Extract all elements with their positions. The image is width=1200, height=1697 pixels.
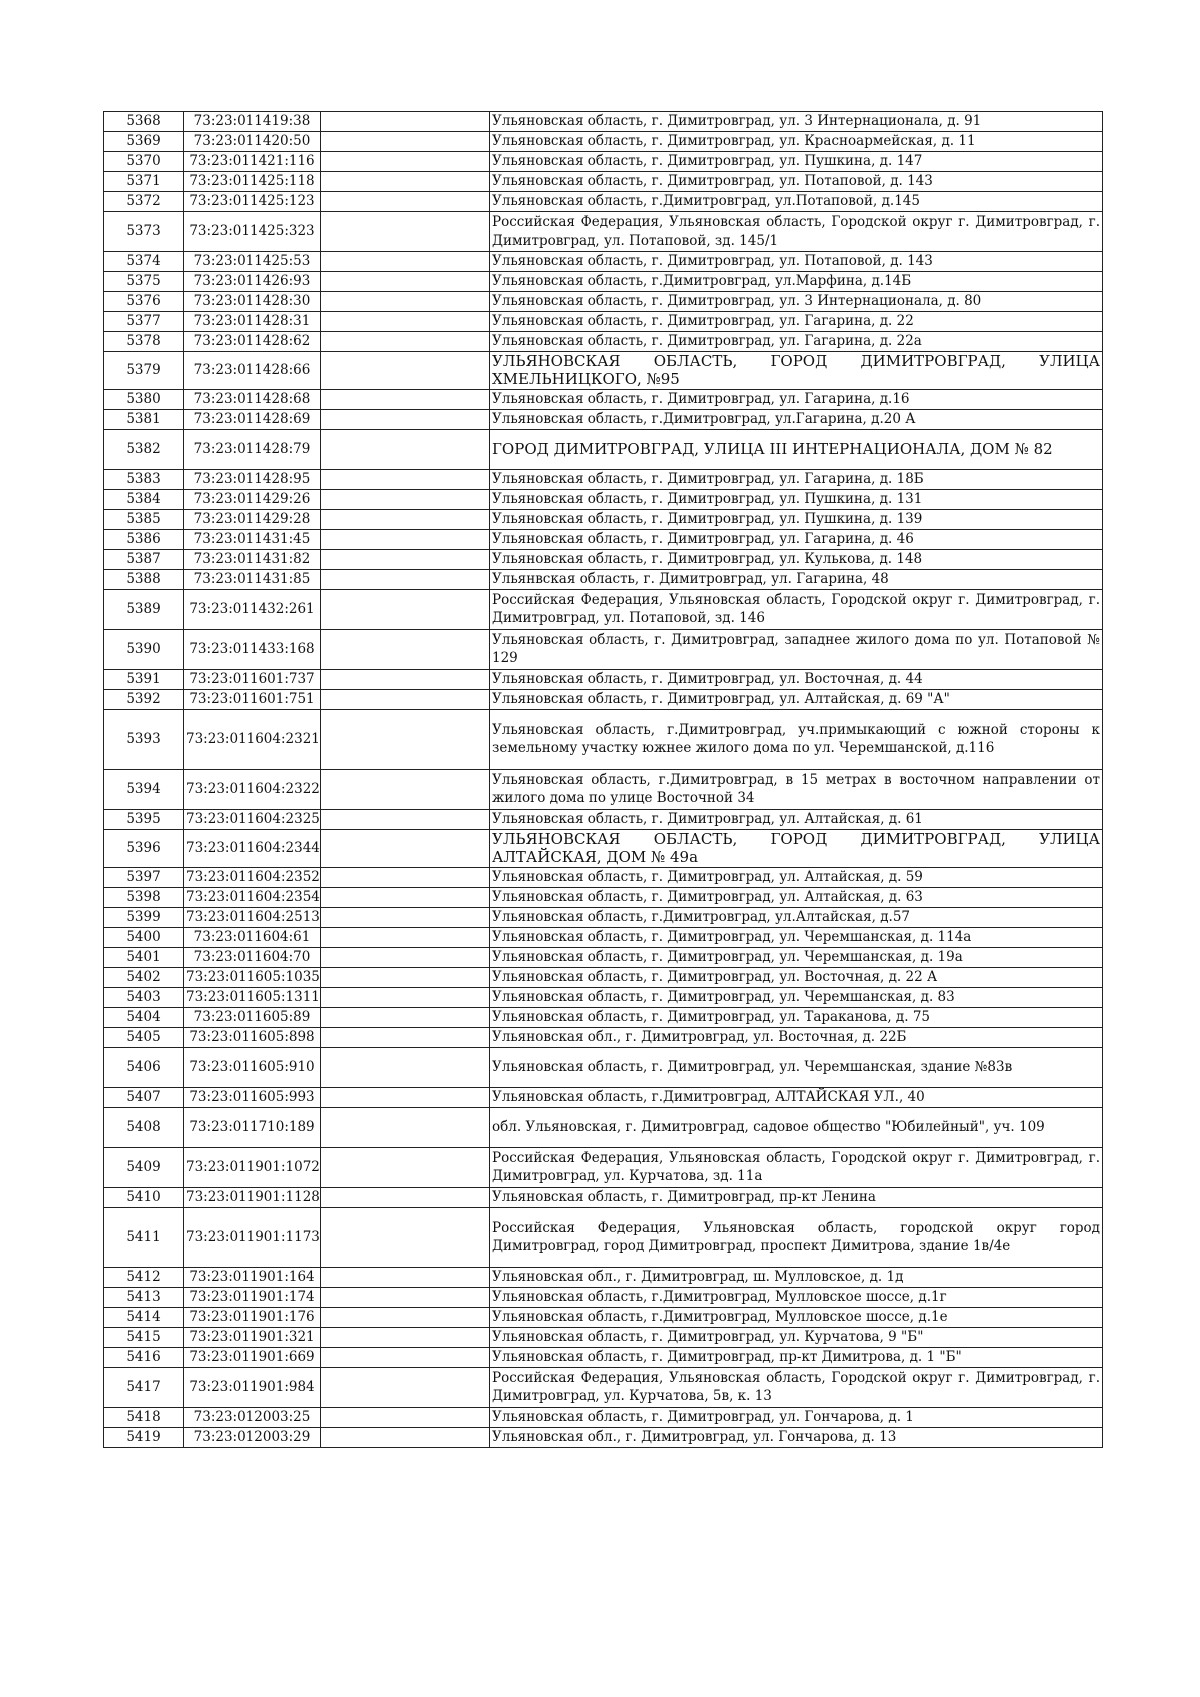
row-number-cell: 5393 (104, 709, 184, 769)
empty-cell (321, 1187, 490, 1207)
row-number-cell: 5386 (104, 529, 184, 549)
table-row (104, 887, 1103, 907)
table-row (104, 352, 1103, 390)
empty-cell (321, 689, 490, 709)
row-number-cell: 5392 (104, 689, 184, 709)
cadastral-number-cell: 73:23:011428:31 (184, 312, 321, 332)
row-number-cell: 5370 (104, 152, 184, 172)
cadastral-number-cell: 73:23:011428:30 (184, 292, 321, 312)
empty-cell (321, 1007, 490, 1027)
address-cell: Ульяновская область, г. Димитровград, ул. Кулькова, д. 148 (490, 549, 1103, 569)
empty-cell (321, 332, 490, 352)
address-cell: Ульяновская область, г.Димитровград, Мулловское шоссе, д.1е (490, 1307, 1103, 1327)
row-number-cell: 5410 (104, 1187, 184, 1207)
address-cell: Ульяновская область, г. Димитровград, ул. Красноармейская, д. 11 (490, 132, 1103, 152)
table-row (104, 867, 1103, 887)
address-cell: Российская Федерация, Ульяновская область, городской округ город Димитровград, город Димитровград, проспект Димитрова, здание 1в/4е (490, 1207, 1103, 1267)
cadastral-number-cell: 73:23:011428:79 (184, 429, 321, 469)
address-cell: Ульяновская область, г. Димитровград, ул. Черемшанская, д. 83 (490, 987, 1103, 1007)
empty-cell (321, 769, 490, 809)
row-number-cell: 5396 (104, 829, 184, 867)
table-row (104, 669, 1103, 689)
address-cell: Ульяновская область, г. Димитровград, ул. Восточная, д. 44 (490, 669, 1103, 689)
empty-cell (321, 352, 490, 390)
cadastral-number-cell: 73:23:011604:2321 (184, 709, 321, 769)
empty-cell (321, 987, 490, 1007)
row-number-cell: 5376 (104, 292, 184, 312)
cadastral-number-cell: 73:23:011605:1311 (184, 987, 321, 1007)
cadastral-number-cell: 73:23:012003:29 (184, 1427, 321, 1447)
cadastral-number-cell: 73:23:011605:910 (184, 1047, 321, 1087)
cadastral-number-cell: 73:23:011428:69 (184, 409, 321, 429)
row-number-cell: 5372 (104, 192, 184, 212)
empty-cell (321, 312, 490, 332)
address-cell: УЛЬЯНОВСКАЯ ОБЛАСТЬ, ГОРОД ДИМИТРОВГРАД, УЛИЦА АЛТАЙСКАЯ, ДОМ № 49а (490, 829, 1103, 867)
empty-cell (321, 1287, 490, 1307)
cadastral-number-cell: 73:23:011420:50 (184, 132, 321, 152)
empty-cell (321, 947, 490, 967)
row-number-cell: 5407 (104, 1087, 184, 1107)
table-row (104, 629, 1103, 669)
table-row (104, 509, 1103, 529)
empty-cell (321, 292, 490, 312)
table-row (104, 529, 1103, 549)
empty-cell (321, 907, 490, 927)
row-number-cell: 5375 (104, 272, 184, 292)
address-cell: Ульяновская область, г. Димитровград, ул. Гагарина, д. 22 (490, 312, 1103, 332)
row-number-cell: 5379 (104, 352, 184, 390)
address-cell: Ульяновская область, г.Димитровград, ул.Гагарина, д.20 А (490, 409, 1103, 429)
empty-cell (321, 1347, 490, 1367)
row-number-cell: 5384 (104, 489, 184, 509)
address-cell: ГОРОД ДИМИТРОВГРАД, УЛИЦА III ИНТЕРНАЦИОНАЛА, ДОМ № 82 (490, 429, 1103, 469)
row-number-cell: 5369 (104, 132, 184, 152)
table-row (104, 689, 1103, 709)
address-cell: Ульяновская обл., г. Димитровград, ул. Гончарова, д. 13 (490, 1427, 1103, 1447)
table-row (104, 172, 1103, 192)
table-row (104, 469, 1103, 489)
cadastral-number-cell: 73:23:011604:70 (184, 947, 321, 967)
address-cell: Ульяновская область, г. Димитровград, ул. Потаповой, д. 143 (490, 252, 1103, 272)
empty-cell (321, 1027, 490, 1047)
table-row (104, 212, 1103, 252)
empty-cell (321, 272, 490, 292)
cadastral-number-cell: 73:23:011901:176 (184, 1307, 321, 1327)
row-number-cell: 5413 (104, 1287, 184, 1307)
cadastral-number-cell: 73:23:011601:737 (184, 669, 321, 689)
row-number-cell: 5399 (104, 907, 184, 927)
cadastral-number-cell: 73:23:011710:189 (184, 1107, 321, 1147)
empty-cell (321, 489, 490, 509)
table-row (104, 332, 1103, 352)
table-row (104, 152, 1103, 172)
cadastral-number-cell: 73:23:011432:261 (184, 589, 321, 629)
empty-cell (321, 509, 490, 529)
table-row (104, 312, 1103, 332)
address-cell: Ульянвская область, г. Димитровград, ул. Гагарина, 48 (490, 569, 1103, 589)
cadastral-number-cell: 73:23:011425:118 (184, 172, 321, 192)
cadastral-number-cell: 73:23:012003:25 (184, 1407, 321, 1427)
row-number-cell: 5368 (104, 112, 184, 132)
table-row (104, 829, 1103, 867)
row-number-cell: 5401 (104, 947, 184, 967)
row-number-cell: 5381 (104, 409, 184, 429)
cadastral-number-cell: 73:23:011431:45 (184, 529, 321, 549)
empty-cell (321, 529, 490, 549)
cadastral-number-cell: 73:23:011901:1072 (184, 1147, 321, 1187)
empty-cell (321, 1367, 490, 1407)
address-cell: Ульяновская область, г. Димитровград, ул. Гагарина, д. 18Б (490, 469, 1103, 489)
empty-cell (321, 669, 490, 689)
address-cell: Российская Федерация, Ульяновская область, Городской округ г. Димитровград, г. Димитровград, ул. Курчатова, 5в, к. 13 (490, 1367, 1103, 1407)
address-cell: Ульяновская область, г.Димитровград, ул.Марфина, д.14Б (490, 272, 1103, 292)
address-cell: Ульяновская область, г.Димитровград, в 15 метрах в восточном направлении от жилого дома по улице Восточной 34 (490, 769, 1103, 809)
table-row (104, 272, 1103, 292)
cadastral-number-cell: 73:23:011428:62 (184, 332, 321, 352)
table-row (104, 1307, 1103, 1327)
cadastral-number-cell: 73:23:011428:95 (184, 469, 321, 489)
table-row (104, 1107, 1103, 1147)
table-row (104, 1147, 1103, 1187)
cadastral-number-cell: 73:23:011421:116 (184, 152, 321, 172)
row-number-cell: 5371 (104, 172, 184, 192)
row-number-cell: 5408 (104, 1107, 184, 1147)
table-row (104, 809, 1103, 829)
cadastral-number-cell: 73:23:011605:993 (184, 1087, 321, 1107)
address-cell: Ульяновская область, г. Димитровград, ул. Гагарина, д.16 (490, 389, 1103, 409)
empty-cell (321, 252, 490, 272)
cadastral-number-cell: 73:23:011604:61 (184, 927, 321, 947)
address-cell: Ульяновская область, г. Димитровград, пр-кт Ленина (490, 1187, 1103, 1207)
empty-cell (321, 1267, 490, 1287)
table-row (104, 1207, 1103, 1267)
row-number-cell: 5418 (104, 1407, 184, 1427)
table-row (104, 927, 1103, 947)
table-row (104, 1327, 1103, 1347)
empty-cell (321, 1047, 490, 1087)
address-cell: Ульяновская область, г.Димитровград, Мулловское шоссе, д.1г (490, 1287, 1103, 1307)
row-number-cell: 5390 (104, 629, 184, 669)
address-cell: Ульяновская область, г. Димитровград, ул. Гагарина, д. 22а (490, 332, 1103, 352)
registry-table (103, 111, 1103, 1448)
cadastral-number-cell: 73:23:011604:2322 (184, 769, 321, 809)
address-cell: Ульяновская область, г. Димитровград, пр-кт Димитрова, д. 1 "Б" (490, 1347, 1103, 1367)
row-number-cell: 5415 (104, 1327, 184, 1347)
table-row (104, 1287, 1103, 1307)
address-cell: Ульяновская область, г. Димитровград, ул. Черемшанская, д. 19а (490, 947, 1103, 967)
empty-cell (321, 152, 490, 172)
cadastral-number-cell: 73:23:011901:164 (184, 1267, 321, 1287)
row-number-cell: 5412 (104, 1267, 184, 1287)
cadastral-number-cell: 73:23:011605:89 (184, 1007, 321, 1027)
cadastral-number-cell: 73:23:011429:26 (184, 489, 321, 509)
address-cell: обл. Ульяновская, г. Димитровград, садовое общество "Юбилейный", уч. 109 (490, 1107, 1103, 1147)
row-number-cell: 5385 (104, 509, 184, 529)
table-row (104, 1187, 1103, 1207)
table-row (104, 709, 1103, 769)
cadastral-number-cell: 73:23:011425:123 (184, 192, 321, 212)
address-cell: Ульяновская область, г. Димитровград, ул. Черемшанская, д. 114а (490, 927, 1103, 947)
address-cell: Ульяновская область, г. Димитровград, ул. Алтайская, д. 59 (490, 867, 1103, 887)
address-cell: Ульяновская область, г. Димитровград, ул. Черемшанская, здание №83в (490, 1047, 1103, 1087)
empty-cell (321, 409, 490, 429)
row-number-cell: 5389 (104, 589, 184, 629)
table-row (104, 1027, 1103, 1047)
empty-cell (321, 549, 490, 569)
row-number-cell: 5403 (104, 987, 184, 1007)
empty-cell (321, 429, 490, 469)
table-row (104, 1007, 1103, 1027)
table-row (104, 112, 1103, 132)
cadastral-number-cell: 73:23:011901:1128 (184, 1187, 321, 1207)
cadastral-number-cell: 73:23:011604:2354 (184, 887, 321, 907)
table-row (104, 1367, 1103, 1407)
cadastral-number-cell: 73:23:011901:1173 (184, 1207, 321, 1267)
table-row (104, 947, 1103, 967)
table-row (104, 569, 1103, 589)
row-number-cell: 5404 (104, 1007, 184, 1027)
cadastral-number-cell: 73:23:011429:28 (184, 509, 321, 529)
address-cell: Ульяновская область, г. Димитровград, ул. Алтайская, д. 61 (490, 809, 1103, 829)
empty-cell (321, 1107, 490, 1147)
empty-cell (321, 172, 490, 192)
row-number-cell: 5406 (104, 1047, 184, 1087)
table-row (104, 409, 1103, 429)
address-cell: Ульяновская область, г.Димитровград, АЛТАЙСКАЯ УЛ., 40 (490, 1087, 1103, 1107)
cadastral-number-cell: 73:23:011901:984 (184, 1367, 321, 1407)
cadastral-number-cell: 73:23:011605:1035 (184, 967, 321, 987)
address-cell: Ульяновская область, г. Димитровград, ул. Гагарина, д. 46 (490, 529, 1103, 549)
row-number-cell: 5383 (104, 469, 184, 489)
cadastral-number-cell: 73:23:011604:2325 (184, 809, 321, 829)
cadastral-number-cell: 73:23:011425:53 (184, 252, 321, 272)
cadastral-number-cell: 73:23:011428:66 (184, 352, 321, 390)
empty-cell (321, 1147, 490, 1187)
address-cell: Ульяновская область, г. Димитровград, ул. Потаповой, д. 143 (490, 172, 1103, 192)
address-cell: Российская Федерация, Ульяновская область, Городской округ г. Димитровград, г. Димитровград, ул. Курчатова, зд. 11а (490, 1147, 1103, 1187)
row-number-cell: 5374 (104, 252, 184, 272)
table-row (104, 967, 1103, 987)
empty-cell (321, 809, 490, 829)
cadastral-number-cell: 73:23:011428:68 (184, 389, 321, 409)
address-cell: Российская Федерация, Ульяновская область, Городской округ г. Димитровград, г. Димитровград, ул. Потаповой, зд. 145/1 (490, 212, 1103, 252)
row-number-cell: 5402 (104, 967, 184, 987)
table-row (104, 1087, 1103, 1107)
row-number-cell: 5394 (104, 769, 184, 809)
empty-cell (321, 867, 490, 887)
empty-cell (321, 1427, 490, 1447)
table-row (104, 769, 1103, 809)
row-number-cell: 5417 (104, 1367, 184, 1407)
address-cell: Ульяновская область, г.Димитровград, уч.примыкающий с южной стороны к земельному участку южнее жилого дома по ул. Черемшанской, д.116 (490, 709, 1103, 769)
table-row (104, 1267, 1103, 1287)
address-cell: УЛЬЯНОВСКАЯ ОБЛАСТЬ, ГОРОД ДИМИТРОВГРАД, УЛИЦА ХМЕЛЬНИЦКОГО, №95 (490, 352, 1103, 390)
address-cell: Ульяновская обл., г. Димитровград, ул. Восточная, д. 22Б (490, 1027, 1103, 1047)
address-cell: Ульяновская область, г.Димитровград, ул.Потаповой, д.145 (490, 192, 1103, 212)
address-cell: Ульяновская область, г. Димитровград, ул. Пушкина, д. 139 (490, 509, 1103, 529)
table-row (104, 549, 1103, 569)
table-row (104, 192, 1103, 212)
cadastral-number-cell: 73:23:011605:898 (184, 1027, 321, 1047)
empty-cell (321, 112, 490, 132)
address-cell: Ульяновская область, г. Димитровград, ул. Алтайская, д. 69 "А" (490, 689, 1103, 709)
empty-cell (321, 132, 490, 152)
empty-cell (321, 629, 490, 669)
cadastral-number-cell: 73:23:011425:323 (184, 212, 321, 252)
address-cell: Ульяновская область, г. Димитровград, ул. Пушкина, д. 147 (490, 152, 1103, 172)
address-cell: Ульяновская область, г. Димитровград, ул. Алтайская, д. 63 (490, 887, 1103, 907)
row-number-cell: 5373 (104, 212, 184, 252)
row-number-cell: 5411 (104, 1207, 184, 1267)
row-number-cell: 5378 (104, 332, 184, 352)
empty-cell (321, 887, 490, 907)
row-number-cell: 5377 (104, 312, 184, 332)
row-number-cell: 5409 (104, 1147, 184, 1187)
row-number-cell: 5397 (104, 867, 184, 887)
empty-cell (321, 967, 490, 987)
table-row (104, 1427, 1103, 1447)
cadastral-number-cell: 73:23:011604:2344 (184, 829, 321, 867)
address-cell: Ульяновская область, г. Димитровград, ул. 3 Интернационала, д. 80 (490, 292, 1103, 312)
cadastral-number-cell: 73:23:011426:93 (184, 272, 321, 292)
row-number-cell: 5405 (104, 1027, 184, 1047)
address-cell: Ульяновская обл., г. Димитровград, ш. Мулловское, д. 1д (490, 1267, 1103, 1287)
empty-cell (321, 389, 490, 409)
table-row (104, 907, 1103, 927)
empty-cell (321, 1407, 490, 1427)
row-number-cell: 5400 (104, 927, 184, 947)
address-cell: Ульяновская область, г. Димитровград, ул. Тараканова, д. 75 (490, 1007, 1103, 1027)
empty-cell (321, 1207, 490, 1267)
row-number-cell: 5391 (104, 669, 184, 689)
cadastral-number-cell: 73:23:011431:82 (184, 549, 321, 569)
table-row (104, 987, 1103, 1007)
cadastral-number-cell: 73:23:011901:321 (184, 1327, 321, 1347)
address-cell: Ульяновская область, г. Димитровград, ул. 3 Интернационала, д. 91 (490, 112, 1103, 132)
cadastral-number-cell: 73:23:011433:168 (184, 629, 321, 669)
row-number-cell: 5398 (104, 887, 184, 907)
table-row (104, 252, 1103, 272)
cadastral-number-cell: 73:23:011431:85 (184, 569, 321, 589)
cadastral-number-cell: 73:23:011419:38 (184, 112, 321, 132)
table-row (104, 489, 1103, 509)
empty-cell (321, 1307, 490, 1327)
address-cell: Ульяновская область, г. Димитровград, ул. Пушкина, д. 131 (490, 489, 1103, 509)
cadastral-number-cell: 73:23:011604:2352 (184, 867, 321, 887)
empty-cell (321, 569, 490, 589)
empty-cell (321, 212, 490, 252)
cadastral-number-cell: 73:23:011601:751 (184, 689, 321, 709)
row-number-cell: 5387 (104, 549, 184, 569)
row-number-cell: 5388 (104, 569, 184, 589)
address-cell: Ульяновская область, г. Димитровград, ул. Гончарова, д. 1 (490, 1407, 1103, 1427)
empty-cell (321, 709, 490, 769)
row-number-cell: 5380 (104, 389, 184, 409)
empty-cell (321, 829, 490, 867)
empty-cell (321, 1327, 490, 1347)
address-cell: Российская Федерация, Ульяновская область, Городской округ г. Димитровград, г. Димитровград, ул. Потаповой, зд. 146 (490, 589, 1103, 629)
address-cell: Ульяновская область, г. Димитровград, западнее жилого дома по ул. Потаповой № 129 (490, 629, 1103, 669)
row-number-cell: 5395 (104, 809, 184, 829)
row-number-cell: 5414 (104, 1307, 184, 1327)
empty-cell (321, 1087, 490, 1107)
empty-cell (321, 469, 490, 489)
empty-cell (321, 927, 490, 947)
empty-cell (321, 589, 490, 629)
table-row (104, 389, 1103, 409)
table-row (104, 1047, 1103, 1087)
table-row (104, 292, 1103, 312)
table-row (104, 132, 1103, 152)
table-row (104, 1407, 1103, 1427)
registry-table-body (104, 112, 1103, 1448)
address-cell: Ульяновская область, г. Димитровград, ул. Курчатова, 9 "Б" (490, 1327, 1103, 1347)
row-number-cell: 5416 (104, 1347, 184, 1367)
address-cell: Ульяновская область, г. Димитровград, ул. Восточная, д. 22 А (490, 967, 1103, 987)
cadastral-number-cell: 73:23:011604:2513 (184, 907, 321, 927)
empty-cell (321, 192, 490, 212)
cadastral-number-cell: 73:23:011901:669 (184, 1347, 321, 1367)
table-row (104, 1347, 1103, 1367)
row-number-cell: 5419 (104, 1427, 184, 1447)
row-number-cell: 5382 (104, 429, 184, 469)
cadastral-number-cell: 73:23:011901:174 (184, 1287, 321, 1307)
table-row (104, 589, 1103, 629)
table-row (104, 429, 1103, 469)
address-cell: Ульяновская область, г.Димитровград, ул.Алтайская, д.57 (490, 907, 1103, 927)
